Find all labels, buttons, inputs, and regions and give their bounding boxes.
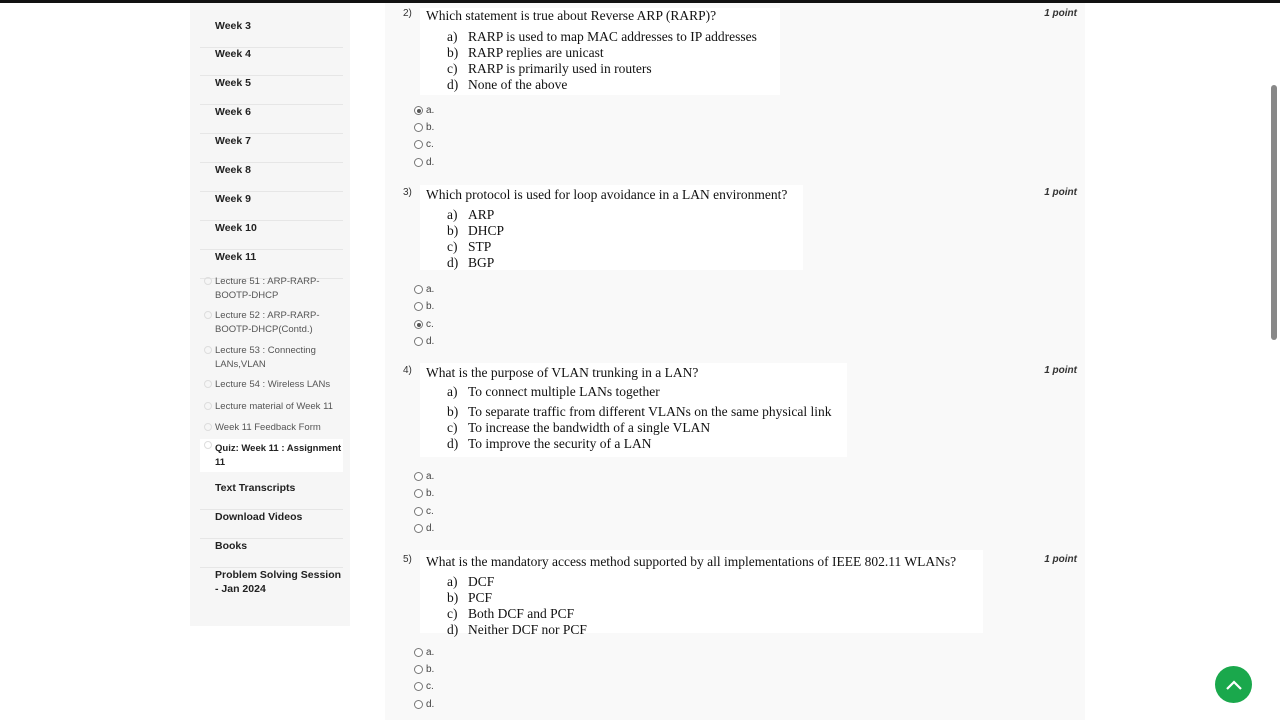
question-option bbox=[447, 622, 587, 638]
choice-label: b. bbox=[426, 488, 435, 499]
option-letter: c) bbox=[447, 606, 458, 621]
radio-button[interactable] bbox=[414, 106, 423, 115]
option-text: Neither DCF nor PCF bbox=[468, 622, 587, 637]
sidebar-week-7[interactable]: Week 7 bbox=[200, 134, 343, 163]
choice-label: a. bbox=[426, 471, 435, 482]
choice-label: b. bbox=[426, 122, 435, 133]
question-number: 4) bbox=[403, 365, 412, 376]
radio-button[interactable] bbox=[414, 140, 423, 149]
radio-button[interactable] bbox=[414, 285, 423, 294]
choice-label: c. bbox=[426, 319, 434, 330]
radio-button[interactable] bbox=[414, 158, 423, 167]
answer-choice[interactable] bbox=[414, 506, 434, 517]
question-image bbox=[420, 550, 983, 637]
question-number: 2) bbox=[403, 8, 412, 19]
sidebar-week-4[interactable]: Week 4 bbox=[200, 47, 343, 76]
question-option bbox=[447, 404, 831, 420]
option-text: STP bbox=[468, 239, 492, 254]
question-number: 5) bbox=[403, 554, 412, 565]
scrollbar-thumb[interactable] bbox=[1271, 85, 1277, 340]
option-letter: b) bbox=[447, 223, 459, 238]
sidebar-lecture-item[interactable]: Lecture 52 : ARP-RARP-BOOTP-DHCP(Contd.) bbox=[200, 309, 343, 336]
radio-button[interactable] bbox=[414, 472, 423, 481]
sidebar-lecture-item[interactable]: Quiz: Week 11 : Assignment 11 bbox=[200, 439, 343, 472]
option-letter: d) bbox=[447, 436, 459, 451]
option-text: None of the above bbox=[468, 77, 568, 92]
option-letter: a) bbox=[447, 29, 458, 44]
option-text: DCF bbox=[468, 574, 495, 589]
choice-label: b. bbox=[426, 301, 435, 312]
option-letter: d) bbox=[447, 77, 459, 92]
radio-button[interactable] bbox=[414, 320, 423, 329]
option-letter: a) bbox=[447, 384, 458, 399]
option-letter: a) bbox=[447, 574, 458, 589]
sidebar-lecture-item[interactable]: Lecture material of Week 11 bbox=[200, 400, 343, 414]
option-text: PCF bbox=[468, 590, 493, 605]
question-option bbox=[447, 29, 757, 45]
chevron-up-icon bbox=[1225, 679, 1243, 691]
question-option bbox=[447, 384, 660, 400]
radio-button[interactable] bbox=[414, 665, 423, 674]
question-image bbox=[420, 8, 780, 95]
sidebar-week-8[interactable]: Week 8 bbox=[200, 163, 343, 192]
question-option bbox=[447, 436, 652, 452]
radio-button[interactable] bbox=[414, 524, 423, 533]
option-text: RARP is used to map MAC addresses to IP addresses bbox=[468, 29, 757, 44]
sidebar-item[interactable]: Download Videos bbox=[200, 510, 343, 539]
answer-choice[interactable] bbox=[414, 336, 434, 347]
question-image bbox=[420, 363, 847, 457]
answer-choice[interactable] bbox=[414, 122, 434, 133]
option-text: DHCP bbox=[468, 223, 505, 238]
question-text: Which statement is true about Reverse ARP (RARP)? bbox=[426, 8, 717, 23]
sidebar-week-11[interactable]: Week 11 bbox=[200, 250, 343, 279]
points-label: 1 point bbox=[1044, 365, 1077, 376]
scrollbar[interactable] bbox=[1268, 3, 1280, 720]
option-letter: c) bbox=[447, 420, 458, 435]
option-text: To connect multiple LANs together bbox=[468, 384, 660, 399]
option-text: BGP bbox=[468, 255, 495, 270]
choice-label: a. bbox=[426, 284, 435, 295]
choice-label: a. bbox=[426, 105, 435, 116]
quiz-content bbox=[385, 3, 1085, 720]
sidebar-lecture-item[interactable]: Lecture 53 : Connecting LANs,VLAN bbox=[200, 344, 343, 371]
answer-choice[interactable] bbox=[414, 523, 434, 534]
sidebar-item[interactable]: Problem Solving Session - Jan 2024 bbox=[215, 569, 342, 595]
answer-choice[interactable] bbox=[414, 647, 434, 658]
question-number: 3) bbox=[403, 187, 412, 198]
radio-button[interactable] bbox=[414, 337, 423, 346]
question-option bbox=[447, 590, 492, 606]
sidebar-week-3[interactable]: Week 3 bbox=[200, 19, 343, 48]
sidebar-lecture-item[interactable]: Lecture 54 : Wireless LANs bbox=[200, 378, 343, 392]
radio-button[interactable] bbox=[414, 302, 423, 311]
radio-button[interactable] bbox=[414, 123, 423, 132]
question-text: Which protocol is used for loop avoidance in a LAN environment? bbox=[426, 187, 788, 202]
option-letter: b) bbox=[447, 45, 459, 60]
points-label: 1 point bbox=[1044, 187, 1077, 198]
question-option bbox=[447, 255, 494, 271]
sidebar-week-6[interactable]: Week 6 bbox=[200, 105, 343, 134]
points-label: 1 point bbox=[1044, 554, 1077, 565]
sidebar-lecture-item[interactable]: Week 11 Feedback Form bbox=[200, 421, 343, 435]
question-option bbox=[447, 77, 567, 93]
answer-choice[interactable] bbox=[414, 319, 434, 330]
answer-choice[interactable] bbox=[414, 699, 434, 710]
radio-button[interactable] bbox=[414, 507, 423, 516]
choice-label: d. bbox=[426, 699, 435, 710]
option-letter: c) bbox=[447, 239, 458, 254]
question-option bbox=[447, 45, 604, 61]
option-text: ARP bbox=[468, 207, 495, 222]
question-option bbox=[447, 574, 494, 590]
option-letter: d) bbox=[447, 622, 459, 637]
question-option bbox=[447, 61, 652, 77]
radio-button[interactable] bbox=[414, 489, 423, 498]
scroll-to-top-button[interactable] bbox=[1215, 666, 1252, 703]
question-text: What is the mandatory access method supported by all implementations of IEEE 802.11 WLANs? bbox=[426, 554, 957, 569]
answer-choice[interactable] bbox=[414, 301, 434, 312]
option-text: RARP replies are unicast bbox=[468, 45, 604, 60]
option-text: To increase the bandwidth of a single VLAN bbox=[468, 420, 711, 435]
question-option bbox=[447, 606, 574, 622]
option-letter: a) bbox=[447, 207, 458, 222]
answer-choice[interactable] bbox=[414, 681, 434, 692]
option-letter: d) bbox=[447, 255, 459, 270]
sidebar-lecture-item[interactable]: Lecture 51 : ARP-RARP-BOOTP-DHCP bbox=[200, 275, 343, 302]
option-letter: b) bbox=[447, 590, 459, 605]
question-option bbox=[447, 239, 491, 255]
option-letter: c) bbox=[447, 61, 458, 76]
question-text: What is the purpose of VLAN trunking in a LAN? bbox=[426, 365, 699, 380]
option-text: To improve the security of a LAN bbox=[468, 436, 652, 451]
question-option bbox=[447, 420, 710, 436]
choice-label: d. bbox=[426, 523, 435, 534]
sidebar-item[interactable]: Books bbox=[200, 539, 343, 568]
answer-choice[interactable] bbox=[414, 488, 434, 499]
answer-choice[interactable] bbox=[414, 139, 434, 150]
option-text: RARP is primarily used in routers bbox=[468, 61, 652, 76]
sidebar-week-10[interactable]: Week 10 bbox=[200, 221, 343, 250]
answer-choice[interactable] bbox=[414, 284, 434, 295]
sidebar-week-5[interactable]: Week 5 bbox=[200, 76, 343, 105]
answer-choice[interactable] bbox=[414, 471, 434, 482]
sidebar-item[interactable]: Text Transcripts bbox=[200, 481, 343, 510]
answer-choice[interactable] bbox=[414, 157, 434, 168]
question-option bbox=[447, 223, 504, 239]
answer-choice[interactable] bbox=[414, 105, 434, 116]
points-label: 1 point bbox=[1044, 8, 1077, 19]
course-sidebar bbox=[190, 3, 350, 626]
choice-label: d. bbox=[426, 336, 435, 347]
radio-button[interactable] bbox=[414, 682, 423, 691]
choice-label: c. bbox=[426, 506, 434, 517]
choice-label: c. bbox=[426, 681, 434, 692]
option-text: Both DCF and PCF bbox=[468, 606, 575, 621]
option-text: To separate traffic from different VLANs on the same physical link bbox=[468, 404, 832, 419]
radio-button[interactable] bbox=[414, 700, 423, 709]
question-option bbox=[447, 207, 494, 223]
choice-label: a. bbox=[426, 647, 435, 658]
question-image bbox=[420, 185, 803, 270]
choice-label: b. bbox=[426, 664, 435, 675]
option-letter: b) bbox=[447, 404, 459, 419]
choice-label: c. bbox=[426, 139, 434, 150]
answer-choice[interactable] bbox=[414, 664, 434, 675]
sidebar-week-9[interactable]: Week 9 bbox=[200, 192, 343, 221]
choice-label: d. bbox=[426, 157, 435, 168]
radio-button[interactable] bbox=[414, 648, 423, 657]
